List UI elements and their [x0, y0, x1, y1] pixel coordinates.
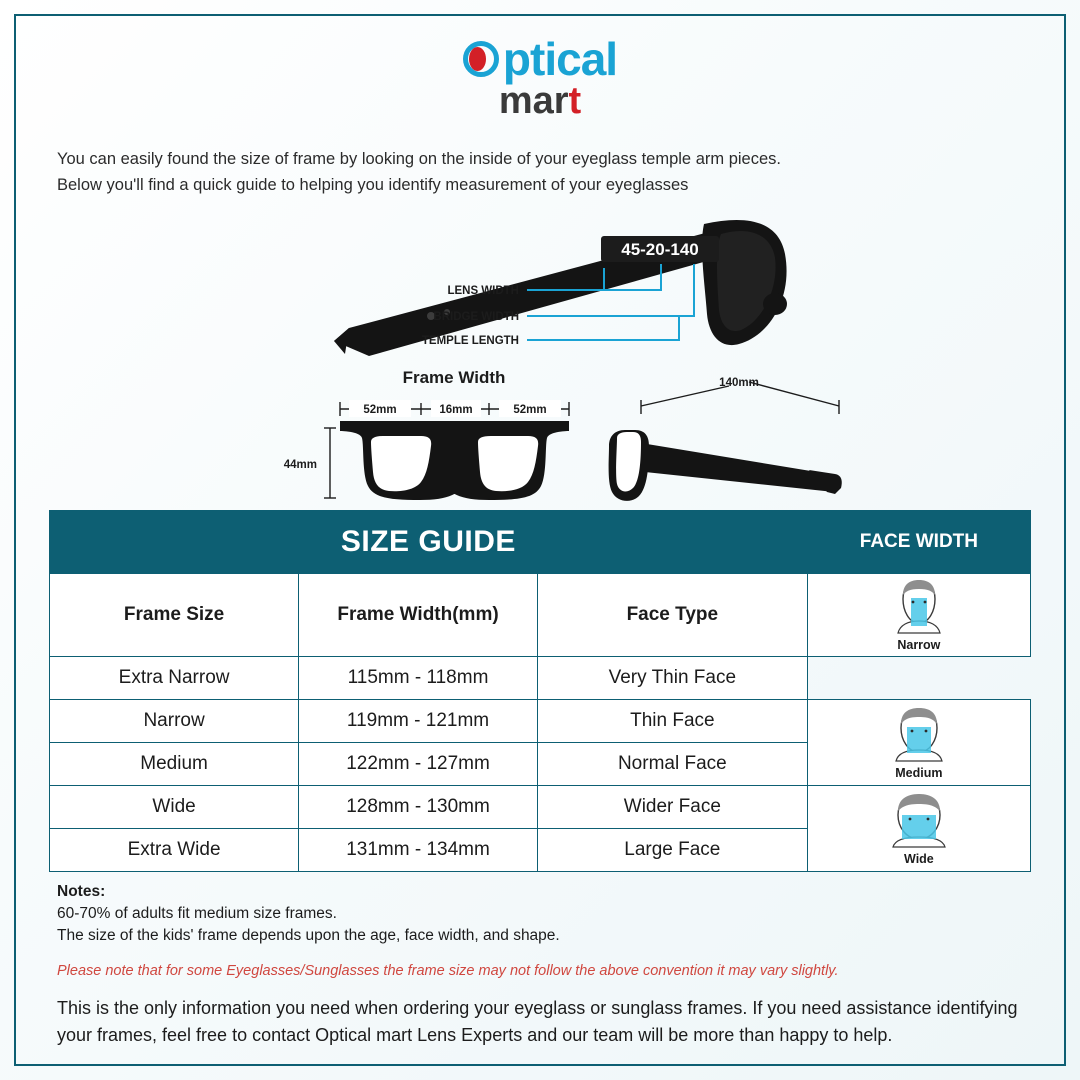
front-view-frame-illustration: [340, 421, 569, 500]
face-wide-icon: [888, 791, 950, 851]
face-width-cell-medium: [807, 700, 1030, 786]
notes-line-2: The size of the kids' frame depends upon the age, face width, and shape.: [57, 927, 560, 945]
face-medium-icon: [890, 705, 948, 765]
lens-height-measure: [324, 428, 336, 498]
cell-frame-width: 119mm - 121mm: [299, 700, 538, 743]
cell-face-type: Wider Face: [537, 786, 807, 829]
face-width-title: FACE WIDTH: [807, 511, 1030, 574]
brand-name-secondary: [49, 80, 1031, 123]
page-content: [14, 14, 1066, 1066]
table-title-row: [50, 511, 1031, 574]
callout-label-temple-length: TEMPLE LENGTH: [421, 335, 519, 348]
side-view-glasses-illustration: [334, 220, 787, 356]
cell-frame-size: Extra Wide: [50, 829, 299, 872]
size-guide-table: [49, 510, 1031, 872]
intro-line-1: You can easily found the size of frame by looking on the inside of your eyeglass temple arm pieces.: [57, 150, 781, 168]
cell-frame-size: Wide: [50, 786, 299, 829]
temple-arm-illustration: [609, 430, 842, 501]
diagram-svg: [49, 206, 1059, 506]
cell-face-type: Normal Face: [537, 743, 807, 786]
measurement-diagram: [49, 206, 1031, 506]
face-width-label-wide: Wide: [904, 851, 934, 866]
brand-name-secondary-text: mar: [498, 80, 569, 122]
face-width-cell-narrow: [807, 574, 1030, 657]
face-width-label-medium: Medium: [895, 765, 943, 780]
segment-bridge-label: 16mm: [439, 404, 473, 417]
notes-block: [49, 881, 1031, 947]
size-guide-table-wrap: [49, 510, 1031, 872]
notes-heading: Notes:: [57, 883, 106, 901]
cell-frame-width: 131mm - 134mm: [299, 829, 538, 872]
temple-marking-text: 45-20-140: [621, 240, 699, 260]
table-title: SIZE GUIDE: [50, 511, 808, 574]
table-row: [50, 786, 1031, 829]
table-row: [50, 700, 1031, 743]
column-header-frame-size: Frame Size: [50, 574, 299, 657]
cell-frame-size: Extra Narrow: [50, 657, 299, 700]
intro-line-2: Below you'll find a quick guide to helping you identify measurement of your eyeglasses: [57, 175, 689, 194]
notes-line-1: 60-70% of adults fit medium size frames.: [57, 905, 337, 923]
cell-frame-size: Narrow: [50, 700, 299, 743]
brand-logo: [49, 14, 1031, 123]
cell-frame-width: 115mm - 118mm: [299, 657, 538, 700]
cell-face-type: Large Face: [537, 829, 807, 872]
cell-face-type: Very Thin Face: [537, 657, 807, 700]
frame-width-label: Frame Width: [402, 368, 506, 388]
table-header-row: [50, 574, 1031, 657]
cell-frame-width: 122mm - 127mm: [299, 743, 538, 786]
closing-text: This is the only information you need when ordering your eyeglass or sunglass frames. If you need assistance identifying your frames, feel free to contact Optical mart Lens Experts and our team will be more than happy to help.: [57, 998, 1018, 1046]
brand-name-primary-text: ptical: [502, 33, 618, 85]
brand-name-secondary-accent: t: [568, 80, 582, 122]
face-narrow-icon: [892, 577, 946, 637]
brand-name-primary: [463, 33, 618, 85]
callout-label-bridge-width: BRIDGE WIDTH: [433, 311, 519, 324]
cell-face-type: Thin Face: [537, 700, 807, 743]
face-width-cell-wide: [807, 786, 1030, 872]
column-header-face-type: Face Type: [537, 574, 807, 657]
face-width-label-narrow: Narrow: [897, 638, 941, 653]
cell-frame-size: Medium: [50, 743, 299, 786]
table-row: [50, 657, 1031, 700]
segment-lens-right-label: 52mm: [513, 404, 547, 417]
cell-frame-width: 128mm - 130mm: [299, 786, 538, 829]
temple-length-label: 140mm: [719, 377, 759, 390]
column-header-frame-width: Frame Width(mm): [299, 574, 538, 657]
callout-label-lens-width: LENS WIDTH: [447, 285, 519, 298]
intro-paragraph: [49, 147, 1031, 198]
lens-height-label: 44mm: [283, 459, 317, 472]
segment-lens-left-label: 52mm: [363, 404, 397, 417]
optical-o-icon: [463, 41, 503, 81]
disclaimer-text: Please note that for some Eyeglasses/Sunglasses the frame size may not follow the above convention it may vary slightly.: [57, 963, 839, 980]
